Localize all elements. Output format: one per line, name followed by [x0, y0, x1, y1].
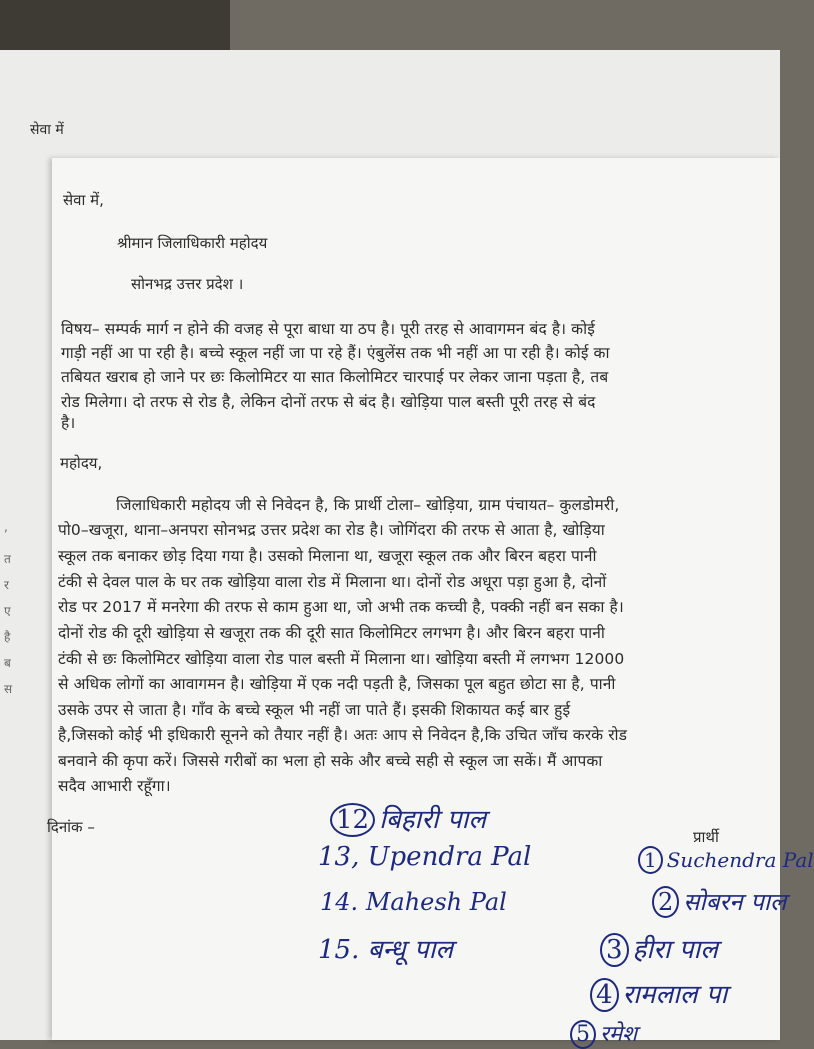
top-salutation: सेवा में: [30, 122, 64, 138]
recipient-place: सोनभद्र उत्तर प्रदेश ।: [131, 275, 244, 293]
signature-entry: [318, 842, 531, 872]
dark-background-corner: [0, 0, 230, 50]
body-line: टंकी से देवल पाल के घर तक खोड़िया वाला रोड में मिलाना था। दोनों रोड अधूरा पड़ा हुआ है, दोनों: [58, 573, 607, 591]
signature-entry: [638, 846, 814, 874]
signature-number: 1: [638, 846, 663, 874]
signature-name: हीरा पाल: [632, 935, 718, 965]
signature-number: 3: [600, 933, 629, 967]
body-line: दोनों रोड की दूरी खोड़िया से खजूरा तक की दूरी सात किलोमिटर लगभग है। और बिरन बहरा पानी: [58, 624, 605, 642]
signature-entry: [652, 885, 786, 918]
salutation: सेवा में,: [63, 191, 104, 209]
body-line: सदैव आभारी रहूँगा।: [58, 777, 171, 795]
subject-line: विषय– सम्पर्क मार्ग न होने की वजह से पूरा बाधा या ठप है। पूरी तरह से आवागमन बंद है। कोई: [61, 320, 595, 338]
body-line: से अधिक लोगों का आवागमन है। खोड़िया में एक नदी पड़ती है, जिसका पूल बहुत छोटा सा है, पानी: [58, 675, 616, 693]
subject-line: रोड मिलेगा। दो तरफ से रोड है, लेकिन दोनों तरफ से बंद है। खोड़िया पाल बस्ती पूरी तरह से बंद: [61, 393, 596, 411]
applicant-label: प्रार्थी: [693, 828, 719, 846]
recipient-title: श्रीमान जिलाधिकारी महोदय: [117, 234, 268, 252]
signature-entry: [318, 930, 453, 966]
signature-number: 15.: [318, 935, 360, 965]
signature-name: सोबरन पाल: [683, 888, 787, 916]
signature-number: 5: [570, 1020, 596, 1049]
signature-name: रामलाल पा: [622, 980, 728, 1010]
signature-entry: [590, 975, 727, 1012]
body-line: बनवाने की कृपा करें। जिससे गरीबों का भला हो सके और बच्चे सही से स्कूल जा सकें। मैं आपका: [58, 752, 603, 770]
signature-number: 4: [590, 978, 619, 1012]
body-line: रोड पर 2017 में मनरेगा की तरफ से काम हुआ था, जो अभी तक कच्ची है, पक्की नहीं बन सका है।: [58, 598, 624, 616]
signature-number: 12: [330, 803, 375, 837]
date-label: दिनांक –: [47, 818, 95, 836]
signature-name: बन्धू पाल: [367, 935, 454, 965]
body-line: उसके उपर से जाता है। गाँव के बच्चे स्कूल भी नहीं जा पाते हैं। इसकी शिकायत कई बार हुई: [58, 701, 571, 719]
body-line: जिलाधिकारी महोदय जी से निवेदन है, कि प्रार्थी टोला– खोड़िया, ग्राम पंचायत– कुलडोमरी,: [116, 496, 620, 514]
signature-entry: [330, 800, 486, 837]
body-line: स्कूल तक बनाकर छोड़ दिया गया है। उसको मिलाना था, खजूरा स्कूल तक और बिरन बहरा पानी: [58, 547, 597, 565]
signature-name: रमेश: [600, 1022, 638, 1047]
subject-line: गाड़ी नहीं आ पा रही है। बच्चे स्कूल नहीं जा पा रहे हैं। एंबुलेंस तक भी नहीं आ पा रही है। कोई का: [61, 344, 610, 362]
signature-entry: [600, 930, 718, 967]
signature-number: 13,: [318, 842, 360, 872]
signature-entry: [570, 1018, 637, 1049]
signature-number: 14.: [320, 888, 359, 916]
page-edge-marks: , त र ए है ब स: [4, 520, 13, 696]
body-line: है,जिसको कोई भी इधिकारी सूनने को तैयार नहीं है। अतः आप से निवेदन है,कि उचित जाँच करके रोड: [58, 726, 628, 744]
signature-name: Upendra Pal: [367, 842, 532, 872]
address-mahoday: महोदय,: [60, 454, 103, 472]
signature-entry: [320, 888, 507, 916]
signature-name: बिहारी पाल: [379, 805, 486, 835]
signature-number: 2: [652, 886, 679, 918]
body-line: पो0–खजूरा, थाना–अनपरा सोनभद्र उत्तर प्रदेश का रोड है। जोगिंदरा की तरफ से आता है, खोड़िया: [58, 521, 605, 539]
subject-line: तबियत खराब हो जाने पर छः किलोमिटर या सात किलोमिटर चारपाई पर लेकर जाना पड़ता है, तब: [61, 368, 609, 386]
signature-name: Mahesh Pal: [365, 888, 507, 916]
body-line: टंकी से छः किलोमिटर खोड़िया वाला रोड पाल बस्ती में मिलाना था। खोड़िया बस्ती में लगभग 12000: [58, 650, 625, 668]
subject-line: है।: [61, 414, 76, 432]
signature-name: Suchendra Pal: [666, 848, 814, 872]
